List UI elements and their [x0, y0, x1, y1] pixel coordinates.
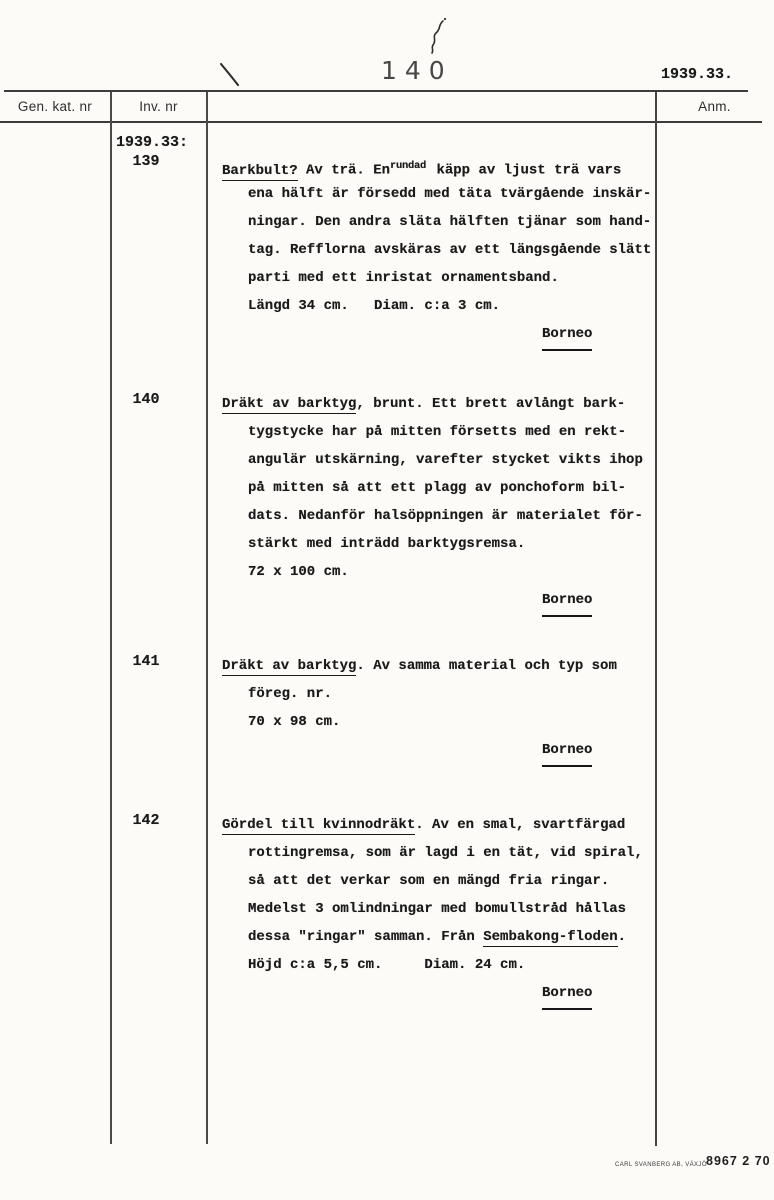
- column-divider-left: [110, 92, 112, 1144]
- text-segment: 72 x 100 cm.: [248, 564, 349, 580]
- entry-text-line: [222, 418, 682, 446]
- header-top-rule: [4, 90, 748, 92]
- inventory-number: 141: [132, 653, 160, 670]
- entry-text: [222, 652, 682, 764]
- entry-text-line: [222, 895, 682, 923]
- entry-text-line: [222, 446, 682, 474]
- text-segment: dats. Nedanför halsöppningen är materialet för-: [248, 508, 643, 524]
- text-segment: , brunt. Ett brett avlångt bark-: [356, 396, 626, 412]
- inventory-number: 140: [132, 391, 160, 408]
- entry-text-line: [222, 811, 682, 839]
- text-segment: angulär utskärning, varefter stycket vikts ihop: [248, 452, 643, 468]
- underlined-headword: Sembakong-floden: [483, 929, 618, 945]
- column-header-anm: Anm.: [698, 99, 731, 114]
- text-segment: så att det verkar som en mängd fria ringar.: [248, 873, 610, 889]
- text-segment: Längd 34 cm. Diam. c:a 3 cm.: [248, 298, 501, 314]
- entry-text: [222, 152, 682, 348]
- entry-text-line: [222, 923, 682, 951]
- origin-label: Borneo: [542, 736, 592, 767]
- text-segment: dessa "ringar" samman. Från: [248, 929, 484, 945]
- text-segment: ningar. Den andra släta hälften tjänar som hand-: [248, 214, 652, 230]
- entry-text-line: [222, 951, 682, 979]
- text-segment: Av trä. En: [297, 162, 391, 179]
- entry-text-line: [222, 680, 682, 708]
- entry-text: [222, 811, 682, 1007]
- inventory-number: 139: [132, 153, 160, 170]
- text-segment: tygstycke har på mitten försetts med en rekt-: [248, 424, 627, 440]
- origin-label: Borneo: [542, 586, 592, 617]
- text-segment: . Av en smal, svartfärgad: [415, 817, 626, 833]
- entry-text-line: [222, 867, 682, 895]
- origin-line: [222, 586, 682, 614]
- origin-line: [222, 736, 682, 764]
- printer-code: 8967 2 70: [706, 1154, 771, 1168]
- text-segment: parti med ett inristat ornamentsband.: [248, 270, 559, 286]
- inventory-number: 142: [132, 812, 160, 829]
- entry-text-line: [222, 264, 682, 292]
- origin-label: Borneo: [542, 979, 592, 1010]
- text-segment: ena hälft är försedd med täta tvärgående inskär-: [248, 186, 652, 202]
- underlined-headword: Dräkt av barktyg: [222, 396, 357, 412]
- text-segment: tag. Refflorna avskäras av ett längsgående slätt: [248, 242, 652, 258]
- origin-line: [222, 320, 682, 348]
- underlined-headword: Gördel till kvinnodräkt: [222, 817, 416, 833]
- underlined-headword: Barkbult?: [222, 162, 298, 179]
- pen-squiggle-mark: [427, 17, 449, 55]
- column-header-inv-nr: Inv. nr: [139, 99, 178, 114]
- text-segment: 70 x 98 cm.: [248, 714, 341, 730]
- page-number: 140: [381, 56, 453, 85]
- entry-text-line: [222, 292, 682, 320]
- text-segment: rottingremsa, som är lagd i en tät, vid spiral,: [248, 845, 643, 861]
- text-segment: stärkt med inträdd barktygsremsa.: [248, 536, 526, 552]
- column-divider-mid: [206, 92, 208, 1144]
- entry-text-line: [222, 708, 682, 736]
- entry-text-line: [222, 390, 682, 418]
- pen-backslash-mark: [218, 62, 242, 88]
- entry-text-line: [222, 839, 682, 867]
- entry-text-line: [222, 208, 682, 236]
- printer-imprint: CARL SVANBERG AB, VÄXJÖ: [615, 1162, 707, 1168]
- entry-text-line: [222, 558, 682, 586]
- text-segment: Medelst 3 omlindningar med bomullstråd hållas: [248, 901, 627, 917]
- text-segment: .: [617, 929, 627, 945]
- origin-label: Borneo: [542, 320, 592, 351]
- year-reference: 1939.33.: [661, 66, 734, 83]
- column-header-gen-kat-nr: Gen. kat. nr: [17, 99, 93, 114]
- entry-text-line: [222, 474, 682, 502]
- entry-text-line: [222, 652, 682, 680]
- entry-text-line: [222, 236, 682, 264]
- inventory-group-label: 1939.33:: [116, 134, 189, 151]
- origin-line: [222, 979, 682, 1007]
- text-segment: på mitten så att ett plagg av ponchoform bil-: [248, 480, 627, 496]
- underlined-headword: Dräkt av barktyg: [222, 658, 357, 674]
- entry-text-line: [222, 152, 682, 180]
- entry-text: [222, 390, 682, 614]
- entry-text-line: [222, 502, 682, 530]
- entry-text-line: [222, 530, 682, 558]
- superscript-insertion: rundad: [390, 160, 427, 172]
- text-segment: käpp av ljust trä vars: [428, 162, 622, 179]
- text-segment: Höjd c:a 5,5 cm. Diam. 24 cm.: [248, 957, 526, 973]
- text-segment: . Av samma material och typ som: [356, 658, 617, 674]
- entry-text-line: [222, 180, 682, 208]
- text-segment: föreg. nr.: [248, 686, 333, 702]
- header-bottom-rule: [0, 121, 762, 123]
